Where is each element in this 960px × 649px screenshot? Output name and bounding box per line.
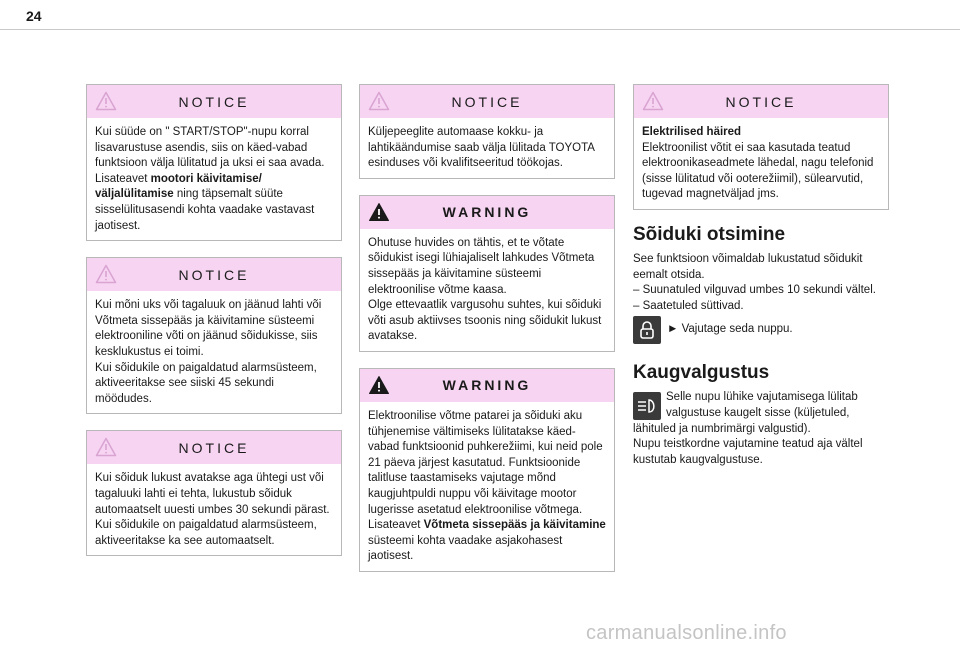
notice-header [634,85,888,118]
column-left [86,84,342,572]
notice-title: NOTICE [725,93,797,110]
notice-box-4 [359,84,615,179]
notice-text: Kui sõiduk lukust avatakse aga ühtegi ust või tagaluuki lahti ei tehta, lukustub sõiduk automaatselt uuesti umbes 30 sekundi pärast. [95,472,330,516]
section-title: Kaugvalgustus [633,362,770,384]
notice-title: NOTICE [178,439,250,456]
notice-text [95,172,333,234]
notice-title: NOTICE [178,93,250,110]
section-title: Sõiduki otsimine [633,223,786,245]
page-number: 24 [26,8,42,24]
warning-triangle-icon [368,375,390,395]
notice-title: NOTICE [451,93,523,110]
section-vehicle-locate [633,224,889,344]
section-high-beam [633,362,889,468]
warning-text: Elektroonilise võtme patarei ja sõiduki aku tühjenemise vältimiseks lülitatakse käed-vabad funktsioonid puhkerežiimi, kui neid pole 21 päeva järjest kasutatud. Funktsioonide talitluse taastamiseks vajutage mõnd kaugjuhtpuldi nuppu või käivitage mootor lugerisse asetatud elektroonilise võtmega. [368,409,603,516]
notice-text: Kui süüde on " START/STOP"-nupu korral lisavarustuse asendis, siis on käed-vabad funktsioon välja lülitatud ja uksi ei saa avada. [95,126,325,170]
action-line [633,316,889,344]
list-item: – Suunatuled vilguvad umbes 10 sekundi vältel. [633,284,876,297]
notice-header [360,85,614,118]
notice-header [87,431,341,464]
warning-text: Ohutuse huvides on tähtis, et te võtate sõidukist isegi lühiajaliselt lahkudes Võtmeta sissepääs ja käivitamine süsteemi elektroonilise võtme kaasa. [368,236,595,296]
section-text: Nupu teistkordne vajutamine teatud aja vältel kustutab kaugvalgustuse. [633,438,863,466]
notice-text: Kui sõidukile on paigaldatud alarmsüsteem, aktiveeritakse see siiski 45 sekundi möödudes. [95,361,317,405]
section-text: Selle nupu lühike vajutamisega lülitab valgustuse kaugelt sisse (küljetuled, lähituled ja numbrimärgi valgustid). [633,391,858,435]
notice-box-3 [86,430,342,556]
notice-triangle-icon [368,91,390,111]
high-beam-icon [633,392,661,420]
action-text: ► Vajutage seda nuppu. [667,323,793,336]
notice-subtitle [642,125,880,141]
notice-triangle-icon [95,264,117,284]
text-run: ning täpsemalt süüte sisselülitusasendi kohta vaadake vastavast jaotisest. [95,188,315,232]
bold-reference: Võtmeta sissepääs ja käivitamine [423,519,606,532]
column-right [633,84,889,468]
text-run: süsteemi kohta vaadake asjakohasest jaotisest. [368,534,563,563]
notice-box-5 [633,84,889,210]
warning-triangle-icon [368,202,390,222]
text-run: Lisateavet [95,172,151,185]
notice-triangle-icon [95,437,117,457]
warning-body [360,402,614,571]
notice-text: Elektroonilist võtit ei saa kasutada teatud elektroonikaseadmete lähedal, nagu telefonid (sisse lülitatud või ooterežiimil), sülearvutid, tugevad magnetväljad jms. [642,141,874,201]
warning-body [360,229,614,351]
notice-text: Küljepeeglite automaase kokku- ja lahtikäändumise saab välja lülitada TOYOTA esinduses või kvalifitseeritud töökojas. [368,126,595,170]
bold-reference: mootori käivitamise/ väljalülitamise [95,172,262,201]
notice-text: Kui mõni uks või tagaluuk on jäänud lahti või Võtmeta sissepääs ja käivitamine süsteemi elektrooniline võti on jäänud sõidukisse, siis kesklukustus ei toimi. [95,299,322,358]
warning-box-1 [359,195,615,352]
notice-title: NOTICE [178,266,250,283]
notice-triangle-icon [95,91,117,111]
text-run: Lisateavet [368,519,424,532]
notice-body [360,118,614,178]
warning-text: Olge ettevaatlik vargusohu suhtes, kui sõiduki võti asub aktiivses tsoonis ning sõidukit lukust avatakse. [368,299,602,343]
warning-box-2 [359,368,615,572]
notice-text: Kui sõidukile on paigaldatud alarmsüsteem, aktiveeritakse ka see automaatselt. [95,519,317,547]
warning-title: WARNING [442,204,532,221]
bold-heading: Elektrilised häired [642,126,742,138]
notice-body [87,291,341,413]
notice-body [87,118,341,240]
notice-triangle-icon [642,91,664,111]
notice-box-2 [86,257,342,414]
notice-body [87,464,341,555]
warning-header [360,196,614,229]
list-item: – Saatetuled süttivad. [633,299,744,312]
lock-button-icon [633,316,661,344]
top-rule [0,29,960,30]
notice-header [87,85,341,118]
warning-header [360,369,614,402]
notice-box-1 [86,84,342,241]
warning-title: WARNING [442,377,532,394]
notice-header [87,258,341,291]
notice-body [634,118,888,209]
warning-text [368,518,606,565]
watermark: carmanualsonline.info [586,622,787,644]
column-middle [359,84,615,588]
high-beam-block [633,390,889,468]
section-text: See funktsioon võimaldab lukustatud sõidukit eemalt otsida. [633,252,863,281]
